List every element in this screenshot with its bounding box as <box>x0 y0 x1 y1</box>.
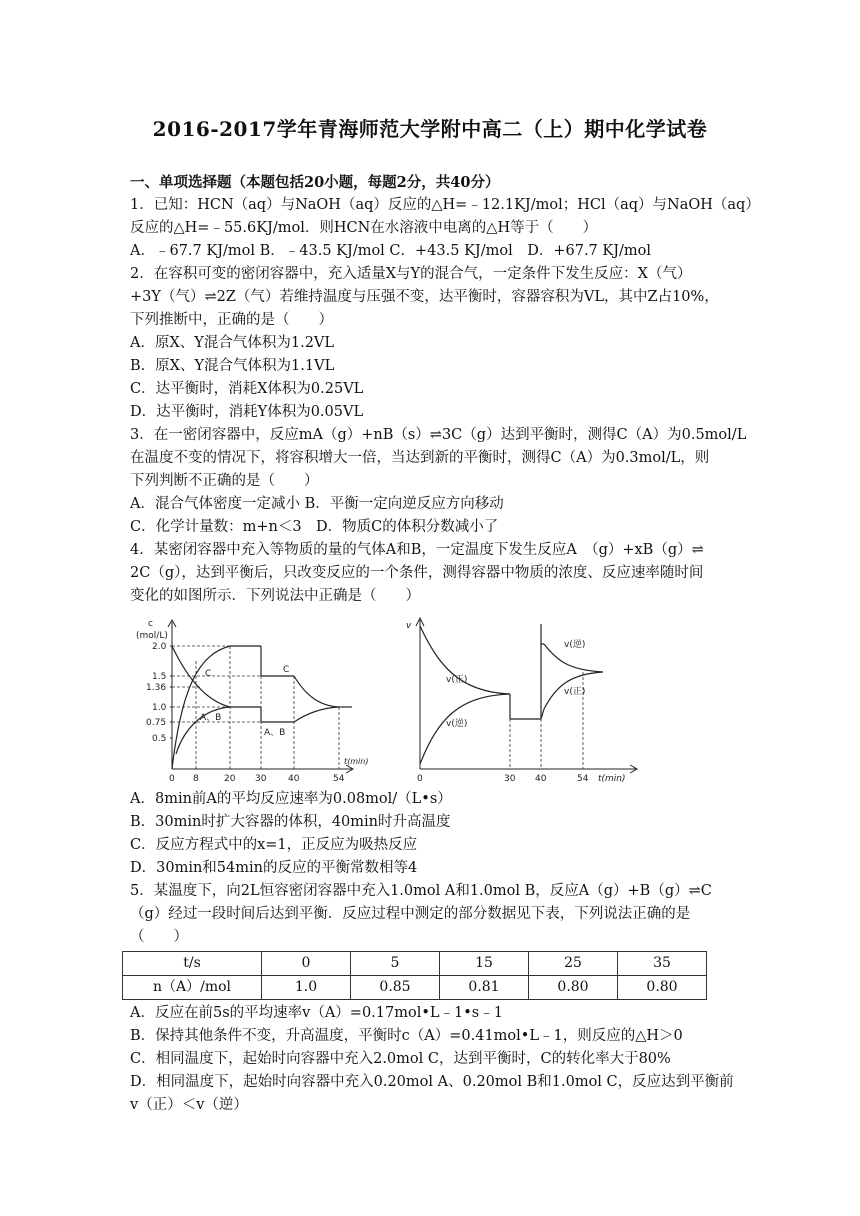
x-tick-label: 54 <box>577 774 589 784</box>
table-cell: t/s <box>123 952 262 976</box>
x-axis-label: t(min) <box>598 774 626 784</box>
y-tick-label: 0.5 <box>152 734 167 744</box>
option-a: A．8min前A的平均反应速率为0.08mol/（L•s） <box>130 791 452 807</box>
table-cell: 5 <box>351 952 440 976</box>
rate-label-reverse: v(逆) <box>564 640 586 650</box>
table-cell: 0.85 <box>351 976 440 1000</box>
table-cell: 1.0 <box>262 976 351 1000</box>
question-text: 在温度不变的情况下，将容积增大一倍，当达到新的平衡时，测得C（A）为0.3mol/L，则 <box>130 450 710 466</box>
section-heading: 一、单项选择题（本题包括20小题，每题2分，共40分） <box>130 174 500 191</box>
table-cell: 25 <box>529 952 618 976</box>
page-title: 2016-2017学年青海师范大学附中高二（上）期中化学试卷 <box>152 117 708 141</box>
option-b: B．30min时扩大容器的体积，40min时升高温度 <box>130 814 451 830</box>
x-tick-label: 20 <box>224 774 236 784</box>
question-text: 4．某密闭容器中充入等物质的量的气体A和B，一定温度下发生反应A （g）+xB（g）⇌ <box>130 542 704 558</box>
y-tick-label: 2.0 <box>152 642 167 652</box>
option-c: C．达平衡时，消耗X体积为0.25VL <box>130 381 364 397</box>
option-b: B．保持其他条件不变，升高温度，平衡时c（A）=0.41mol•L﹣1，则反应的△H＞0 <box>130 1028 683 1044</box>
option-a: A．反应在前5s的平均速率v（A）=0.17mol•L﹣1•s﹣1 <box>130 1005 503 1021</box>
rate-label-reverse: v(逆) <box>446 719 468 729</box>
question-text: （g）经过一段时间后达到平衡．反应过程中测定的部分数据见下表，下列说法正确的是 <box>130 906 691 922</box>
table-cell: 35 <box>618 952 707 976</box>
question-text: （ ） <box>130 929 188 945</box>
option-d: D．相同温度下，起始时向容器中充入0.20mol A、0.20mol B和1.0mol C，反应达到平衡前 <box>130 1074 734 1090</box>
option-c: C．反应方程式中的x=1，正反应为吸热反应 <box>130 837 418 853</box>
table-cell: 0.81 <box>440 976 529 1000</box>
option-cd: C．化学计量数：m+n＜3 D．物质C的体积分数减小了 <box>130 519 499 535</box>
y-axis-unit: (mol/L) <box>136 631 168 641</box>
x-tick-label: 0 <box>417 774 423 784</box>
x-tick-label: 40 <box>535 774 547 784</box>
question-text: 下列推断中，正确的是（ ） <box>130 312 333 328</box>
option-d-continued: v（正）＜v（逆） <box>130 1097 248 1113</box>
y-tick-label: 1.5 <box>152 672 167 682</box>
option-d: D．30min和54min的反应的平衡常数相等4 <box>130 860 418 876</box>
data-table <box>122 951 707 1000</box>
table-row <box>123 952 707 976</box>
question-5 <box>130 880 740 1117</box>
question-3 <box>130 424 747 539</box>
x-tick-label: 40 <box>288 774 300 784</box>
x-tick-label: 30 <box>504 774 516 784</box>
x-tick-label: 30 <box>255 774 267 784</box>
question-text: 下列判断不正确的是（ ） <box>130 473 319 489</box>
table-cell: 15 <box>440 952 529 976</box>
curve-label-c: C <box>283 665 290 675</box>
rate-label-forward: v(正) <box>446 675 468 685</box>
question-4-figures <box>130 614 740 784</box>
table-cell: 0.80 <box>529 976 618 1000</box>
question-text: 变化的如图所示．下列说法中正确是（ ） <box>130 588 420 604</box>
option-d: D．达平衡时，消耗Y体积为0.05VL <box>130 404 364 420</box>
table-cell: 0.80 <box>618 976 707 1000</box>
question-4 <box>130 539 740 880</box>
question-text: 3．在一密闭容器中，反应mA（g）+nB（s）⇌3C（g）达到平衡时，测得C（A）为0.5mol/L <box>130 427 747 443</box>
y-axis-label: c <box>148 619 153 629</box>
question-2 <box>130 263 740 424</box>
question-text: 1．已知：HCN（aq）与NaOH（aq）反应的△H=﹣12.1KJ/mol；HCl（aq）与NaOH（aq） <box>130 197 760 213</box>
question-1 <box>130 194 760 263</box>
option-b: B．原X、Y混合气体积为1.1VL <box>130 358 335 374</box>
y-tick-label: 1.36 <box>146 683 167 693</box>
option-ab: A．混合气体密度一定减小 B．平衡一定向逆反应方向移动 <box>130 496 504 512</box>
option-a: A．原X、Y混合气体积为1.2VL <box>130 335 335 351</box>
x-tick-label: 8 <box>193 774 199 784</box>
y-tick-label: 1.0 <box>152 703 167 713</box>
x-axis-label: t(min) <box>344 757 369 766</box>
x-tick-label: 54 <box>333 774 345 784</box>
table-cell: 0 <box>262 952 351 976</box>
option-c: C．相同温度下，起始时向容器中充入2.0mol C，达到平衡时，C的转化率大于80% <box>130 1051 671 1067</box>
exam-content <box>130 171 760 1117</box>
x-tick-label: 0 <box>169 774 175 784</box>
curve-label-c: C <box>205 669 212 679</box>
question-text: 反应的△H=﹣55.6KJ/mol．则HCN在水溶液中电离的△H等于（ ） <box>130 220 598 236</box>
rate-time-graph <box>398 614 648 784</box>
answer-options: A．﹣67.7 KJ/mol B．﹣43.5 KJ/mol C．+43.5 KJ/mol D．+67.7 KJ/mol <box>130 243 652 259</box>
question-text: 5．某温度下，向2L恒容密闭容器中充入1.0mol A和1.0mol B，反应A（g）+B（g）⇌C <box>130 883 712 899</box>
y-axis-label: v <box>406 621 412 631</box>
curve-label-ab: A、B <box>200 713 222 723</box>
question-text: 2C（g），达到平衡后，只改变反应的一个条件，测得容器中物质的浓度、反应速率随时间 <box>130 565 704 581</box>
y-tick-label: 0.75 <box>146 718 167 728</box>
curve-label-ab: A、B <box>264 728 286 738</box>
question-text: 2．在容积可变的密闭容器中，充入适量X与Y的混合气，一定条件下发生反应：X（气） <box>130 266 692 282</box>
table-cell: n（A）/mol <box>123 976 262 1000</box>
rate-label-forward: v(正) <box>564 687 586 697</box>
question-text: +3Y（气）⇌2Z（气）若维持温度与压强不变，达平衡时，容器容积为VL，其中Z占10%， <box>130 289 719 305</box>
table-row <box>123 976 707 1000</box>
concentration-time-graph <box>130 614 369 784</box>
